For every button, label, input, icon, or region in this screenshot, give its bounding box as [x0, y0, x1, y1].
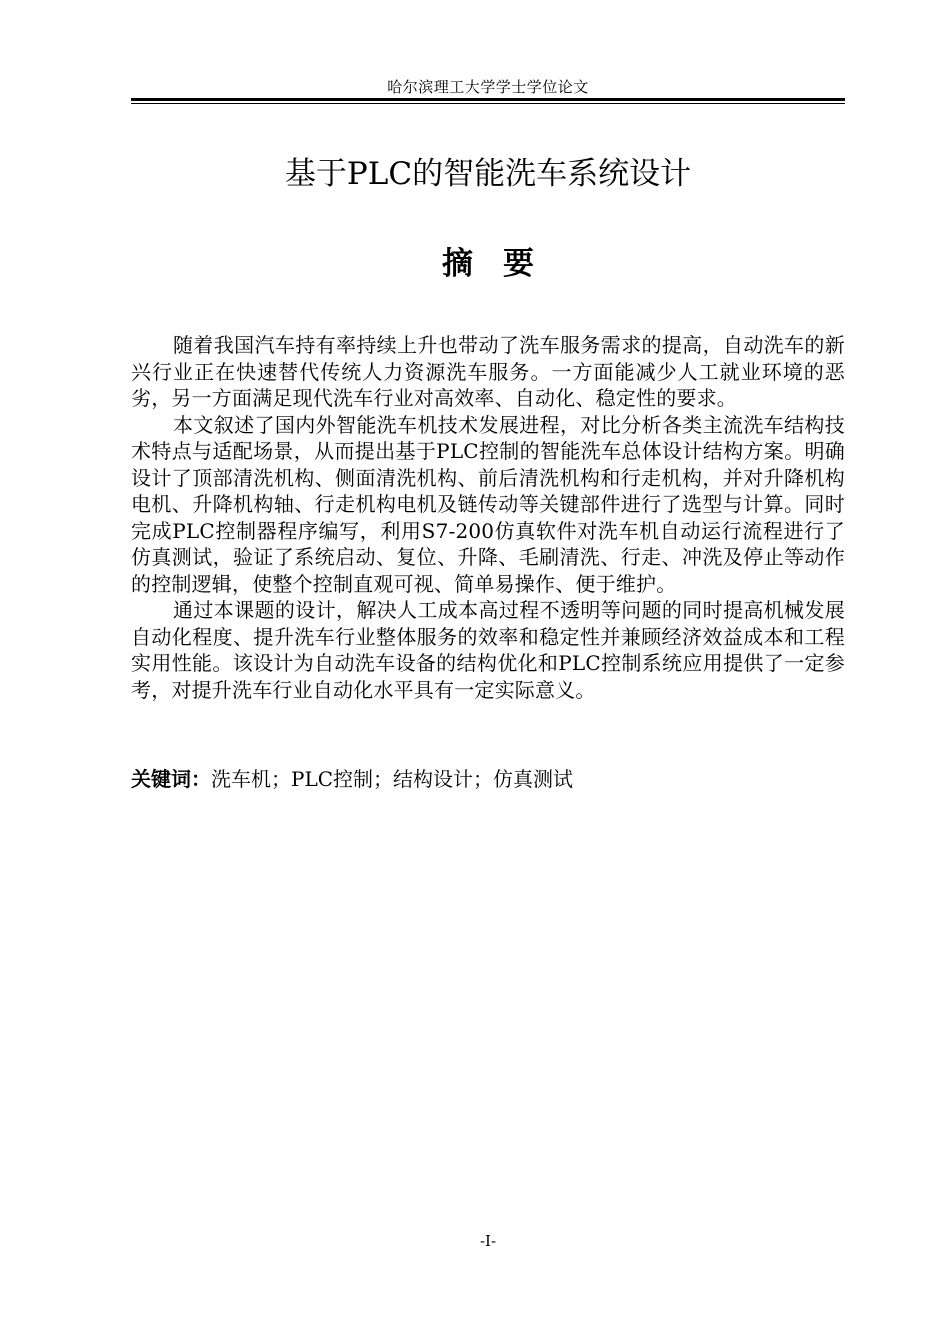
header-rule-thick [131, 98, 845, 101]
thesis-title: 基于PLC的智能洗车系统设计 [284, 156, 692, 192]
header-rule-thin [131, 103, 845, 104]
abstract-paragraph-2: 本文叙述了国内外智能洗车机技术发展进程，对比分析各类主流洗车结构技术特点与适配场景，从而提出基于PLC控制的智能洗车总体设计结构方案。明确设计了顶部清洗机构、侧面清洗机构、前后清洗机构和行走机构，并对升降机构电机、升降机构轴、行走机构电机及链传动等关键部件进行了选型与计算。同时完成PLC控制器程序编写，利用S7-200仿真软件对洗车机自动运行流程进行了仿真测试，验证了系统启动、复位、升降、毛刷清洗、行走、冲洗及停止等动作的控制逻辑，使整个控制直观可视、简单易操作、便于维护。 [131, 412, 845, 596]
page-number: -I- [479, 1232, 497, 1250]
abstract-heading: 摘要 [442, 246, 564, 282]
keywords-text: 洗车机；PLC控制；结构设计；仿真测试 [211, 767, 574, 791]
keywords-label: 关键词： [131, 767, 211, 791]
keywords-line [131, 766, 845, 792]
abstract-paragraph-3: 通过本课题的设计，解决人工成本高过程不透明等问题的同时提高机械发展自动化程度、提升洗车行业整体服务的效率和稳定性并兼顾经济效益成本和工程实用性能。该设计为自动洗车设备的结构优化和PLC控制系统应用提供了一定参考，对提升洗车行业自动化水平具有一定实际意义。 [131, 598, 845, 702]
abstract-body [131, 332, 845, 703]
abstract-paragraph-1: 随着我国汽车持有率持续上升也带动了洗车服务需求的提高，自动洗车的新兴行业正在快速替代传统人力资源洗车服务。一方面能减少人工就业环境的恶劣，另一方面满足现代洗车行业对高效率、自动化、稳定性的要求。 [131, 333, 845, 410]
running-header: 哈尔滨理工大学学士学位论文 [387, 78, 589, 96]
